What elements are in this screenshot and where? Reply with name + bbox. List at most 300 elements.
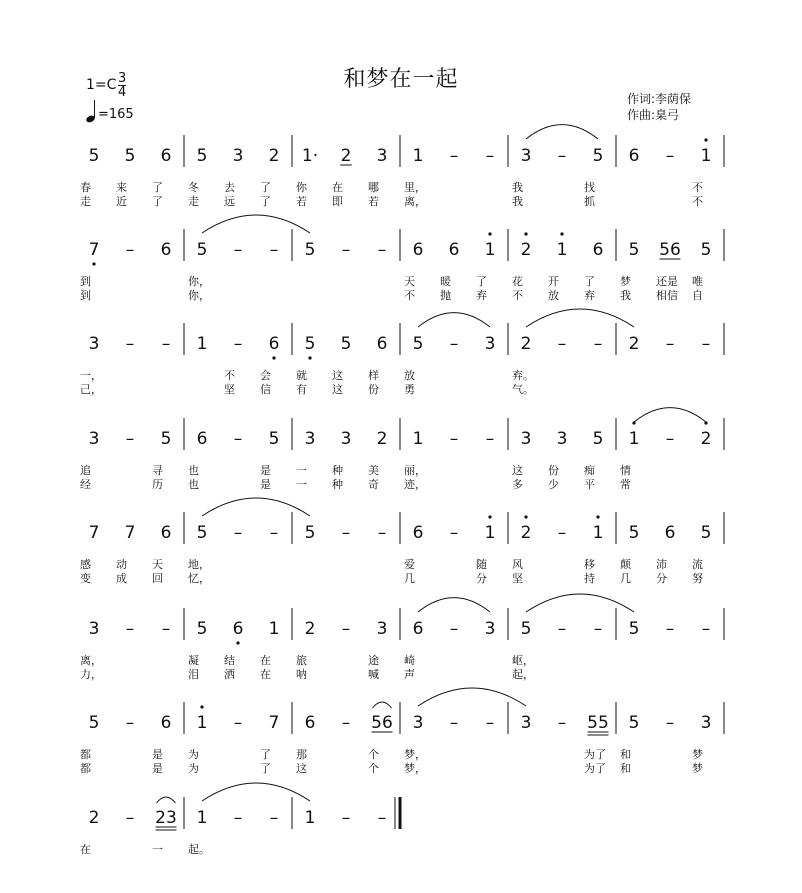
tie (634, 408, 706, 422)
lyric-syllable: 梦， (404, 762, 426, 775)
lyric-syllable: 不 (224, 369, 235, 382)
lyric-syllable: 种 (332, 464, 343, 477)
note: 5 (700, 240, 712, 260)
octave-dot-low (308, 356, 311, 359)
note: 2 (520, 240, 532, 260)
note: 5 (304, 523, 316, 543)
lyric-syllable: 了 (584, 275, 595, 288)
lyric-syllable: 有 (296, 383, 307, 396)
note: – (449, 429, 459, 449)
lyric-syllable: 结 (224, 654, 235, 667)
lyric-syllable: 会 (260, 369, 271, 382)
note: – (557, 334, 567, 354)
lyric-syllable: 在 (260, 654, 271, 667)
lyric-syllable: 那 (296, 748, 307, 761)
note: 3 (340, 429, 352, 449)
lyric-syllable: 我 (512, 195, 523, 208)
octave-dot-high (488, 232, 491, 235)
note: – (125, 808, 135, 828)
note: – (125, 334, 135, 354)
lyric-syllable: 若 (296, 195, 307, 208)
note: 1 (196, 334, 208, 354)
note: – (125, 713, 135, 733)
note: 56 (371, 713, 393, 733)
note: 1 (700, 146, 712, 166)
lyric-syllable: 也 (188, 478, 199, 491)
note: 1 (628, 429, 640, 449)
lyric-syllable: 梦， (404, 748, 426, 761)
lyric-syllable: 为了 (584, 748, 606, 761)
lyric-syllable: 是 (260, 478, 271, 491)
note: 5 (196, 619, 208, 639)
lyric-syllable: 相信 (656, 289, 678, 302)
note: 5 (700, 523, 712, 543)
lyric-syllable: 喊 (368, 668, 379, 681)
note: 6 (196, 429, 208, 449)
note: – (161, 334, 171, 354)
note: 1 (556, 240, 568, 260)
note: – (341, 713, 351, 733)
lyric-syllable: 变 (80, 572, 91, 585)
note: – (557, 713, 567, 733)
note: 2 (628, 334, 640, 354)
octave-dot-high (596, 515, 599, 518)
lyric-syllable: 颠 (620, 558, 631, 571)
lyric-syllable: 声 (404, 668, 415, 681)
note: 5 (304, 240, 316, 260)
note: – (269, 808, 279, 828)
lyric-syllable: 信 (260, 383, 271, 396)
lyric-syllable: 了 (260, 762, 271, 775)
note: – (125, 240, 135, 260)
tie (418, 313, 490, 327)
note: 3 (376, 146, 388, 166)
note: 6 (628, 146, 640, 166)
tie (526, 125, 598, 139)
note: 3 (376, 619, 388, 639)
note: 3 (88, 429, 100, 449)
lyric-syllable: 了 (260, 748, 271, 761)
note: – (665, 619, 675, 639)
lyric-syllable: 崎 (404, 654, 415, 667)
lyric-syllable: 迹， (404, 478, 426, 491)
lyric-syllable: 还是 (656, 275, 678, 288)
note: 1 (196, 808, 208, 828)
lyric-syllable: 在 (260, 668, 271, 681)
lyric-syllable: 放 (404, 369, 415, 382)
lyric-syllable: 弃 (476, 289, 487, 302)
note: 1 (484, 240, 496, 260)
lyric-syllable: 了 (152, 181, 163, 194)
note: 2 (268, 146, 280, 166)
lyric-syllable: 是 (152, 748, 163, 761)
note: 5 (592, 429, 604, 449)
lyric-syllable: 份 (548, 464, 559, 477)
note: 5 (268, 429, 280, 449)
note: 5 (196, 523, 208, 543)
lyric-syllable: 为 (188, 762, 199, 775)
lyric-syllable: 勇 (404, 383, 415, 396)
note: 3 (520, 713, 532, 733)
note: 5 (88, 146, 100, 166)
note: – (449, 523, 459, 543)
tie (418, 598, 490, 612)
lyric-syllable: 你 (296, 181, 307, 194)
composer-credit: 作曲:臬弓 (627, 108, 680, 122)
note: – (557, 523, 567, 543)
note: 2 (88, 808, 100, 828)
lyric-syllable: 坚 (224, 383, 235, 396)
lyric-syllable: 痴 (584, 464, 595, 477)
note: – (665, 146, 675, 166)
lyric-syllable: 抓 (584, 195, 595, 208)
time-signature-bottom: 4 (118, 85, 127, 100)
note: 6 (232, 619, 244, 639)
note: – (341, 619, 351, 639)
octave-dot-low (92, 262, 95, 265)
lyric-syllable: 近 (116, 195, 127, 208)
note: 6 (448, 240, 460, 260)
note: 6 (412, 619, 424, 639)
note: – (233, 334, 243, 354)
note: – (377, 523, 387, 543)
note: – (341, 808, 351, 828)
lyric-syllable: 为了 (584, 762, 606, 775)
lyric-syllable: 远 (224, 195, 235, 208)
note: 5 (196, 146, 208, 166)
note: – (125, 619, 135, 639)
note: 23 (155, 808, 177, 828)
note: 6 (592, 240, 604, 260)
note: – (161, 619, 171, 639)
lyric-syllable: 寻 (152, 464, 163, 477)
lyric-syllable: 是 (260, 464, 271, 477)
lyric-syllable: 忆， (188, 572, 210, 585)
note: 7 (88, 240, 100, 260)
note: 1 (412, 429, 424, 449)
lyric-syllable: 了 (152, 195, 163, 208)
lyric-syllable: 地， (188, 558, 210, 571)
note: – (665, 334, 675, 354)
note: 6 (376, 334, 388, 354)
lyric-syllable: 常 (620, 478, 631, 491)
note: – (233, 429, 243, 449)
lyric-syllable: 抛 (440, 289, 451, 302)
lyric-syllable: 爱 (404, 558, 415, 571)
note: 5 (628, 240, 640, 260)
lyric-syllable: 我 (512, 181, 523, 194)
lyric-syllable: 在 (332, 181, 343, 194)
lyric-syllable: 为 (188, 748, 199, 761)
note: 5 (628, 713, 640, 733)
note: 5 (196, 240, 208, 260)
lyric-syllable: 就 (296, 369, 307, 382)
note: 5 (124, 146, 136, 166)
lyric-syllable: 去 (224, 181, 235, 194)
octave-dot-high (704, 138, 707, 141)
lyric-syllable: 坚 (512, 572, 523, 585)
lyric-syllable: 随 (476, 558, 487, 571)
note: 3 (304, 429, 316, 449)
note: – (701, 334, 711, 354)
lyric-syllable: 也 (188, 464, 199, 477)
key-signature: 1=C (86, 77, 117, 93)
note: 3 (88, 334, 100, 354)
lyric-syllable: 你， (188, 289, 210, 302)
tie (202, 783, 310, 801)
note: 6 (664, 523, 676, 543)
note: – (485, 146, 495, 166)
note: 1 (304, 808, 316, 828)
lyric-syllable: 几 (404, 572, 415, 585)
note: – (449, 146, 459, 166)
tie (418, 688, 526, 706)
lyric-syllable: 了 (260, 195, 271, 208)
lyric-syllable: 移 (584, 558, 595, 571)
lyric-syllable: 平 (584, 478, 595, 491)
lyric-syllable: 走 (80, 195, 91, 208)
note: 5 (304, 334, 316, 354)
lyric-syllable: 丽， (404, 464, 426, 477)
note: 1 (268, 619, 280, 639)
note: 3 (520, 146, 532, 166)
slur (157, 797, 176, 803)
lyric-syllable: 若 (368, 195, 379, 208)
note: 7 (124, 523, 136, 543)
note: – (701, 619, 711, 639)
lyric-syllable: 花 (512, 275, 523, 288)
lyric-syllable: 哪 (368, 181, 379, 194)
note: 7 (88, 523, 100, 543)
lyric-syllable: 样 (368, 369, 379, 382)
lyric-syllable: 一 (152, 843, 163, 856)
octave-dot-high (488, 515, 491, 518)
note: 2 (340, 146, 352, 166)
lyric-syllable: 在 (80, 843, 91, 856)
note: – (557, 146, 567, 166)
lyric-syllable: 感 (80, 558, 91, 571)
note: 5 (628, 523, 640, 543)
lyric-syllable: 不 (692, 195, 703, 208)
lyric-syllable: 沛 (656, 558, 667, 571)
note: 3 (520, 429, 532, 449)
lyric-syllable: 和 (620, 762, 631, 775)
lyric-syllable: 来 (116, 181, 127, 194)
lyric-syllable: 天 (404, 275, 415, 288)
lyric-syllable: 离， (80, 654, 102, 667)
lyric-syllable: 流 (692, 558, 703, 571)
lyric-syllable: 这 (332, 383, 343, 396)
note: 2 (304, 619, 316, 639)
lyric-syllable: 弃 (584, 289, 595, 302)
lyric-syllable: 起， (512, 668, 534, 681)
tie (202, 498, 310, 516)
octave-dot-high (524, 232, 527, 235)
note: – (269, 523, 279, 543)
slur (373, 702, 392, 708)
lyric-syllable: 开 (548, 275, 559, 288)
lyric-syllable: 努 (692, 572, 703, 585)
lyric-syllable: 历 (152, 478, 163, 491)
lyric-syllable: 多 (512, 478, 523, 491)
note: – (485, 429, 495, 449)
note: 1· (301, 146, 319, 166)
note: – (557, 619, 567, 639)
lyric-syllable: 奇 (368, 478, 379, 491)
lyric-syllable: 这 (332, 369, 343, 382)
lyric-syllable: 离， (404, 195, 426, 208)
octave-dot-high (560, 232, 563, 235)
note: 6 (160, 240, 172, 260)
lyric-syllable: 到 (80, 289, 91, 302)
note: – (125, 429, 135, 449)
lyric-syllable: 追 (80, 464, 91, 477)
lyric-syllable: 不 (512, 289, 523, 302)
lyric-syllable: 都 (80, 762, 91, 775)
lyric-syllable: 气。 (512, 383, 534, 396)
note: 5 (88, 713, 100, 733)
lyric-syllable: 持 (584, 572, 595, 585)
lyric-syllable: 了 (476, 275, 487, 288)
note: 1 (412, 146, 424, 166)
note: – (233, 523, 243, 543)
note: – (269, 240, 279, 260)
note: 1 (592, 523, 604, 543)
lyric-syllable: 找 (584, 181, 595, 194)
note: 5 (160, 429, 172, 449)
lyric-syllable: 天 (152, 558, 163, 571)
octave-dot-high (200, 705, 203, 708)
note: – (233, 808, 243, 828)
note: – (665, 429, 675, 449)
note: 6 (412, 523, 424, 543)
note: 3 (412, 713, 424, 733)
lyric-syllable: 岖， (512, 654, 534, 667)
note: 1 (196, 713, 208, 733)
lyric-syllable: 个 (368, 748, 379, 761)
lyric-syllable: 暖 (440, 275, 451, 288)
lyric-syllable: 一， (80, 369, 102, 382)
note: – (341, 240, 351, 260)
lyric-syllable: 种 (332, 478, 343, 491)
lyricist-credit: 作词:李荫保 (627, 92, 692, 106)
lyric-syllable: 途 (368, 654, 379, 667)
note: – (485, 713, 495, 733)
note: – (233, 713, 243, 733)
lyric-syllable: 个 (368, 762, 379, 775)
lyric-syllable: 即 (332, 195, 343, 208)
note: 2 (520, 334, 532, 354)
note: 2 (376, 429, 388, 449)
note: 56 (659, 240, 681, 260)
lyric-syllable: 几 (620, 572, 631, 585)
time-signature-top: 3 (118, 71, 127, 86)
lyric-syllable: 你， (188, 275, 210, 288)
note: – (449, 619, 459, 639)
lyric-syllable: 风 (512, 558, 523, 571)
lyric-syllable: 梦 (620, 275, 631, 288)
lyric-syllable: 了 (260, 181, 271, 194)
lyric-syllable: 经 (80, 478, 91, 491)
note: 5 (592, 146, 604, 166)
tempo-value: =165 (98, 107, 134, 122)
note: 6 (160, 146, 172, 166)
lyric-syllable: 洒 (224, 668, 235, 681)
lyric-syllable: 里， (404, 181, 426, 194)
note: 6 (160, 523, 172, 543)
lyric-syllable: 不 (404, 289, 415, 302)
lyric-syllable: 力， (80, 668, 102, 681)
lyric-syllable: 到 (80, 275, 91, 288)
note: 6 (412, 240, 424, 260)
lyric-syllable: 呐 (296, 668, 307, 681)
lyric-syllable: 美 (368, 464, 379, 477)
lyric-syllable: 这 (296, 762, 307, 775)
note: 3 (484, 334, 496, 354)
lyric-syllable: 旅 (296, 654, 307, 667)
lyric-syllable: 放 (548, 289, 559, 302)
lyric-syllable: 成 (116, 572, 127, 585)
lyric-syllable: 唯 (692, 275, 703, 288)
note: 3 (88, 619, 100, 639)
lyric-syllable: 走 (188, 195, 199, 208)
lyric-syllable: 己， (80, 383, 102, 396)
lyric-syllable: 一 (296, 464, 307, 477)
lyric-syllable: 回 (152, 572, 163, 585)
lyric-syllable: 泪 (188, 668, 199, 681)
note: 6 (160, 713, 172, 733)
lyric-syllable: 弃。 (512, 369, 534, 382)
lyric-syllable: 份 (368, 383, 379, 396)
note: 3 (484, 619, 496, 639)
note: 5 (520, 619, 532, 639)
lyric-syllable: 春 (80, 181, 91, 194)
note: 1 (484, 523, 496, 543)
lyric-syllable: 少 (548, 478, 559, 491)
note: 55 (587, 713, 609, 733)
octave-dot-low (236, 641, 239, 644)
octave-dot-low (272, 356, 275, 359)
note: 7 (268, 713, 280, 733)
note: – (377, 808, 387, 828)
lyric-syllable: 梦 (692, 762, 703, 775)
lyric-syllable: 起。 (188, 843, 210, 856)
tie (526, 594, 634, 612)
lyric-syllable: 自 (692, 289, 703, 302)
note: 2 (520, 523, 532, 543)
lyric-syllable: 动 (116, 558, 127, 571)
lyric-syllable: 分 (656, 572, 667, 585)
note: – (377, 240, 387, 260)
note: 5 (340, 334, 352, 354)
note: 6 (304, 713, 316, 733)
lyric-syllable: 是 (152, 762, 163, 775)
note: 6 (268, 334, 280, 354)
lyric-syllable: 梦 (692, 748, 703, 761)
lyric-syllable: 这 (512, 464, 523, 477)
note: 5 (628, 619, 640, 639)
lyric-syllable: 不 (692, 181, 703, 194)
lyric-syllable: 凝 (188, 654, 199, 667)
note: – (593, 334, 603, 354)
lyric-syllable: 我 (620, 289, 631, 302)
lyric-syllable: 都 (80, 748, 91, 761)
lyric-syllable: 一 (296, 478, 307, 491)
note: – (593, 619, 603, 639)
note: 3 (556, 429, 568, 449)
note: 3 (232, 146, 244, 166)
note: – (233, 240, 243, 260)
